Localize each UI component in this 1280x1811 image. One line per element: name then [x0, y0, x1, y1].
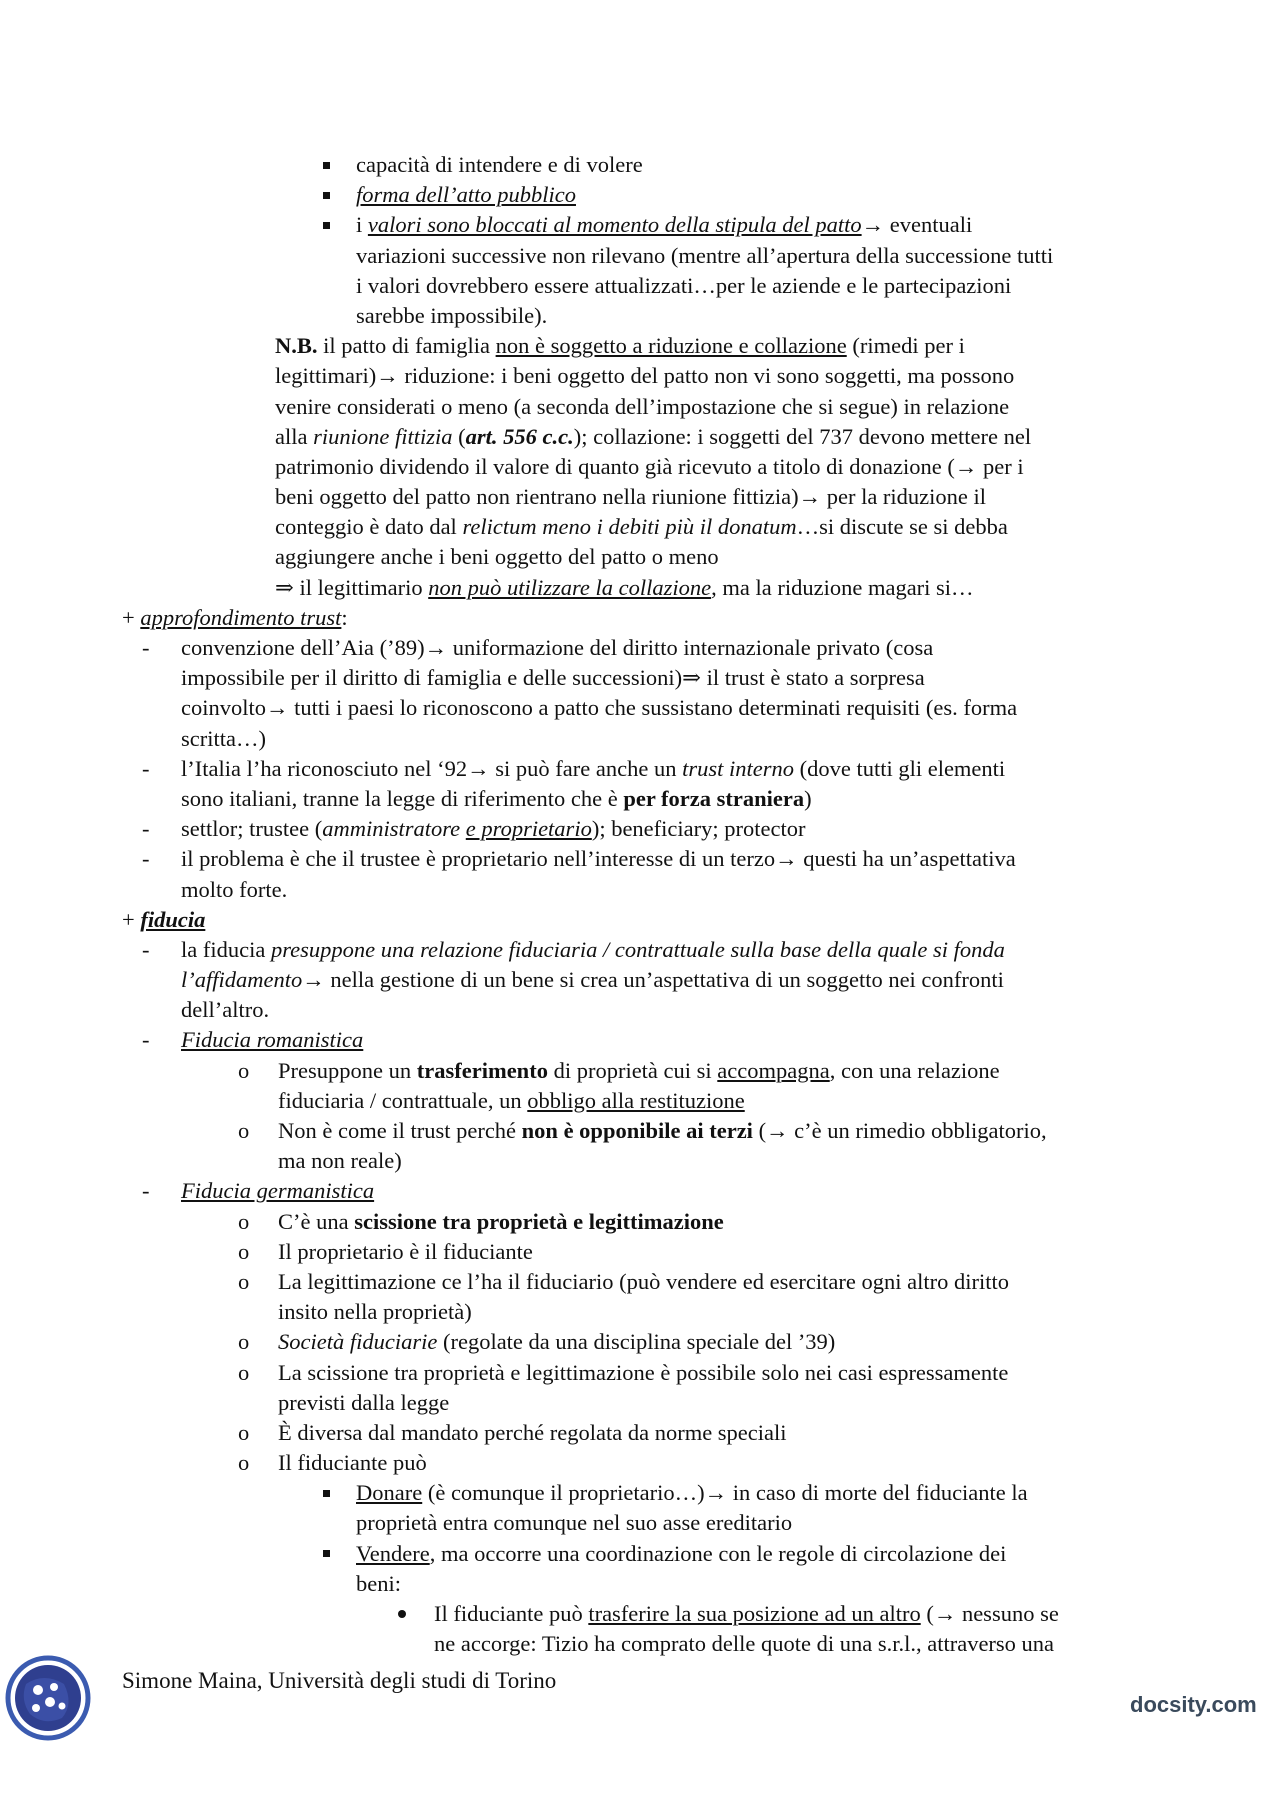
text-line	[0, 452, 1280, 482]
text-segment: )	[804, 785, 812, 811]
text-segment: dell’altro.	[181, 997, 270, 1023]
docsity-logo-icon[interactable]	[4, 1654, 92, 1742]
circle-bullet-icon: o	[238, 1057, 250, 1083]
line-text	[434, 1629, 1054, 1659]
circle-bullet-icon: o	[238, 1329, 250, 1355]
text-segment: e proprietario	[465, 816, 592, 842]
text-segment: Il fiduciante può	[278, 1450, 427, 1476]
text-segment: molto forte.	[181, 876, 288, 902]
line-text	[181, 935, 1005, 965]
text-segment: La legittimazione ce l’ha il fiduciario (può vendere ed esercitare ogni altro diritto	[278, 1268, 1009, 1294]
text-line	[0, 724, 1280, 754]
text-line	[0, 573, 1280, 603]
text-segment: , con una relazione	[829, 1057, 1000, 1083]
text-line	[0, 542, 1280, 572]
text-segment: La scissione tra proprietà e legittimazione è possibile solo nei casi espressamente	[278, 1359, 1009, 1385]
line-text	[278, 1207, 724, 1237]
line-text	[181, 844, 1016, 874]
text-segment: l’affidamento	[181, 967, 303, 993]
line-text	[356, 241, 1053, 271]
text-segment: il patto di famiglia	[317, 333, 496, 359]
line-text	[275, 542, 719, 572]
text-line	[0, 663, 1280, 693]
text-segment: accompagna	[717, 1057, 830, 1083]
text-segment: obbligo alla restituzione	[527, 1087, 745, 1113]
square-bullet-icon	[323, 1478, 330, 1508]
line-text	[278, 1267, 1009, 1297]
text-line	[0, 603, 1280, 633]
text-segment: aggiungere anche i beni oggetto del patto o meno	[275, 544, 719, 570]
text-line	[0, 512, 1280, 542]
circle-bullet-icon: o	[238, 1419, 250, 1445]
text-segment: ⇒ il legittimario	[275, 574, 429, 600]
text-segment: Fiducia romanistica	[181, 1027, 364, 1053]
text-segment: → eventuali	[861, 212, 973, 238]
text-segment: (dove tutti gli elementi	[793, 755, 1006, 781]
text-segment: impossibile per il diritto di famiglia e delle successioni)⇒ il trust è stato a sorpresa	[181, 665, 925, 691]
text-segment: È diversa dal mandato perché regolata da norme speciali	[278, 1419, 787, 1445]
text-line	[0, 814, 1280, 844]
docsity-brand-link[interactable]: docsity.com	[1130, 1692, 1257, 1717]
text-segment: relictum meno i debiti più il donatum	[462, 514, 797, 540]
line-text	[356, 1569, 401, 1599]
text-segment: per forza straniera	[623, 785, 805, 811]
line-text	[278, 1237, 533, 1267]
circle-bullet-icon: o	[238, 1118, 250, 1143]
text-line	[0, 1176, 1280, 1206]
footer-author: Simone Maina, Università degli studi di Torino	[122, 1668, 557, 1693]
line-text	[278, 1086, 745, 1116]
text-segment: amministratore	[322, 816, 466, 842]
text-line	[0, 1508, 1280, 1538]
text-segment: (regolate da una disciplina speciale del ’39)	[437, 1329, 836, 1355]
text-line	[0, 1116, 1280, 1146]
text-segment: (→ nessuno se	[920, 1601, 1059, 1626]
text-segment: trasferire la sua posizione ad un altro	[588, 1601, 921, 1626]
circle-bullet-icon: o	[238, 1450, 250, 1476]
line-text	[122, 905, 205, 935]
text-segment: +	[122, 906, 141, 932]
text-segment: N.B.	[275, 333, 318, 359]
line-text	[278, 1358, 1008, 1388]
line-text	[181, 814, 805, 844]
text-segment: settlor; trustee (	[181, 816, 323, 842]
circle-bullet-icon: o	[238, 1208, 250, 1234]
line-text	[278, 1418, 787, 1448]
text-segment: il problema è che il trustee è proprietario nell’interesse di un terzo→ questi ha un’aspettativa	[181, 846, 1016, 872]
text-segment: approfondimento trust	[140, 604, 342, 630]
text-segment: non è opponibile ai terzi	[521, 1118, 753, 1143]
text-segment: non è soggetto a riduzione e collazione	[495, 333, 847, 359]
text-segment: Non è come il trust perché	[278, 1118, 522, 1143]
line-text	[275, 422, 1031, 452]
text-line	[0, 1056, 1280, 1086]
text-segment: ); beneficiary; protector	[591, 816, 806, 842]
circle-bullet-icon: o	[238, 1268, 250, 1294]
line-text	[278, 1327, 835, 1357]
text-segment: legittimari)→ riduzione: i beni oggetto del patto non vi sono soggetti, ma possono	[275, 363, 1015, 389]
line-text	[278, 1297, 472, 1327]
square-bullet-icon	[323, 210, 330, 240]
text-line	[0, 875, 1280, 905]
line-text	[278, 1448, 427, 1478]
text-segment: , ma la riduzione magari si…	[711, 574, 974, 600]
line-text	[275, 512, 1008, 542]
text-segment: , ma occorre una coordinazione con le regole di circolazione dei	[429, 1540, 1007, 1566]
text-segment: coinvolto→ tutti i paesi lo riconoscono a patto che sussistano determinati requisiti (es. forma	[181, 695, 1018, 721]
text-segment: fiducia	[140, 906, 206, 932]
text-segment: → nella gestione di un bene si crea un’aspettativa di un soggetto nei confronti	[302, 967, 1004, 993]
text-segment: la fiducia	[181, 936, 271, 962]
dash-bullet-icon: -	[142, 846, 150, 872]
text-line	[0, 241, 1280, 271]
text-line	[0, 331, 1280, 361]
text-segment: Donare	[356, 1480, 423, 1506]
text-segment: di proprietà cui si	[547, 1057, 718, 1083]
text-line	[0, 995, 1280, 1025]
text-line	[0, 422, 1280, 452]
text-line	[0, 392, 1280, 422]
line-text	[275, 331, 965, 361]
text-line	[0, 844, 1280, 874]
text-line	[0, 633, 1280, 663]
text-segment: valori sono bloccati al momento della stipula del patto	[367, 212, 862, 238]
text-segment: Società fiduciarie	[278, 1329, 438, 1355]
text-line	[0, 1297, 1280, 1327]
text-segment: i	[356, 212, 368, 238]
line-text	[275, 361, 1014, 391]
text-segment: insito nella proprietà)	[278, 1299, 472, 1325]
text-segment: ma non reale)	[278, 1148, 402, 1174]
text-segment: …si discute se si debba	[796, 514, 1008, 540]
dash-bullet-icon: -	[142, 936, 150, 962]
text-line	[0, 301, 1280, 331]
line-text	[181, 965, 1004, 995]
text-line	[0, 1599, 1280, 1629]
circle-bullet-icon: o	[238, 1238, 250, 1264]
text-segment: conteggio è dato dal	[275, 514, 463, 540]
text-line	[0, 1025, 1280, 1055]
text-segment: C’è una	[278, 1208, 355, 1234]
text-segment: (	[452, 423, 466, 449]
text-segment: scritta…)	[181, 725, 266, 751]
dash-bullet-icon: -	[142, 635, 150, 660]
text-line	[0, 1388, 1280, 1418]
line-text	[434, 1599, 1059, 1629]
text-line	[0, 1267, 1280, 1297]
text-segment: non può utilizzare la collazione	[428, 574, 712, 600]
text-line	[0, 1358, 1280, 1388]
line-text	[181, 995, 269, 1025]
text-segment: i valori dovrebbero essere attualizzati…per le aziende e le partecipazioni	[356, 272, 1012, 298]
text-line	[0, 1539, 1280, 1569]
text-segment: sarebbe impossibile).	[356, 302, 548, 328]
text-segment: proprietà entra comunque nel suo asse ereditario	[356, 1510, 793, 1536]
dash-bullet-icon: -	[142, 816, 150, 842]
text-segment: sono italiani, tranne la legge di riferimento che è	[181, 785, 624, 811]
text-line	[0, 905, 1280, 935]
text-segment: (è comunque il proprietario…)→ in caso di morte del fiduciante la	[422, 1480, 1028, 1506]
text-segment: ne accorge: Tizio ha comprato delle quote di una s.r.l., attraverso una	[434, 1631, 1055, 1657]
text-line	[0, 1569, 1280, 1599]
text-segment: trasferimento	[416, 1057, 548, 1083]
text-segment: forma dell’atto pubblico	[356, 182, 576, 208]
text-line	[0, 361, 1280, 391]
text-line	[0, 935, 1280, 965]
text-segment: variazioni successive non rilevano (mentre all’apertura della successione tutti	[356, 242, 1054, 268]
text-segment: (rimedi per i	[846, 333, 965, 359]
line-text	[356, 1539, 1006, 1569]
text-segment: Fiducia germanistica	[181, 1178, 375, 1204]
text-line	[0, 210, 1280, 240]
line-text	[356, 150, 643, 180]
line-text	[356, 271, 1011, 301]
text-segment: previsti dalla legge	[278, 1389, 450, 1415]
line-text	[356, 210, 972, 240]
text-line	[0, 1478, 1280, 1508]
square-bullet-icon	[323, 1539, 330, 1569]
text-line	[0, 180, 1280, 210]
line-text	[181, 1025, 363, 1055]
line-text	[181, 1176, 374, 1206]
text-line	[0, 1086, 1280, 1116]
text-segment: +	[122, 604, 141, 630]
line-text	[278, 1388, 449, 1418]
text-segment: trust interno	[682, 755, 794, 781]
line-text	[181, 724, 266, 754]
text-line	[0, 784, 1280, 814]
line-text	[356, 1478, 1028, 1508]
text-line	[0, 693, 1280, 723]
text-segment: Vendere	[356, 1540, 430, 1566]
line-text	[122, 603, 348, 633]
line-text	[356, 301, 547, 331]
dash-bullet-icon: -	[142, 1178, 150, 1204]
text-segment: beni oggetto del patto non rientrano nella riunione fittizia)→ per la riduzione il	[275, 484, 987, 510]
line-text	[275, 482, 986, 512]
text-line	[0, 1448, 1280, 1478]
dash-bullet-icon: -	[142, 1027, 150, 1053]
text-line	[0, 1327, 1280, 1357]
line-text	[181, 633, 933, 663]
text-line	[0, 1207, 1280, 1237]
text-line	[0, 271, 1280, 301]
text-segment: (→ c’è un rimedio obbligatorio,	[752, 1118, 1047, 1143]
text-segment: alla	[275, 423, 314, 449]
text-segment: riunione fittizia	[313, 423, 453, 449]
text-line	[0, 150, 1280, 180]
text-line	[0, 965, 1280, 995]
line-text	[356, 180, 576, 210]
document-body	[0, 150, 1280, 1659]
line-text	[278, 1146, 402, 1176]
text-segment: l’Italia l’ha riconosciuto nel ‘92→ si può fare anche un	[181, 755, 683, 781]
text-segment: patrimonio dividendo il valore di quanto già ricevuto a titolo di donazione (→ per i	[275, 453, 1024, 479]
text-segment: convenzione dell’Aia (’89)→ uniformazione del diritto internazionale privato (cosa	[181, 635, 934, 660]
line-text	[181, 754, 1005, 784]
line-text	[181, 663, 925, 693]
text-line	[0, 1629, 1280, 1659]
dash-bullet-icon: -	[142, 755, 150, 781]
text-line	[0, 1146, 1280, 1176]
text-segment: scissione tra proprietà e legittimazione	[354, 1208, 724, 1234]
square-bullet-icon	[323, 150, 330, 180]
line-text	[275, 452, 1024, 482]
text-line	[0, 1418, 1280, 1448]
text-segment: presuppone una relazione fiduciaria / contrattuale sulla base della quale si fonda	[270, 936, 1005, 962]
circle-bullet-icon: o	[238, 1359, 250, 1385]
text-segment: venire considerati o meno (a seconda dell’impostazione che si segue) in relazione	[275, 393, 1010, 419]
text-line	[0, 482, 1280, 512]
line-text	[278, 1116, 1047, 1146]
line-text	[278, 1056, 1000, 1086]
text-line	[0, 1237, 1280, 1267]
text-segment: fiduciaria / contrattuale, un	[278, 1087, 528, 1113]
text-line	[0, 754, 1280, 784]
line-text	[356, 1508, 792, 1538]
text-segment: beni:	[356, 1570, 401, 1596]
line-text	[181, 784, 812, 814]
text-segment: capacità di intendere e di volere	[356, 152, 643, 177]
text-segment: art. 556 c.c.	[465, 423, 574, 449]
text-segment: ); collazione: i soggetti del 737 devono mettere nel	[573, 423, 1032, 449]
round-bullet-icon	[398, 1599, 406, 1629]
text-segment: Il proprietario è il fiduciante	[278, 1238, 533, 1264]
line-text	[275, 573, 974, 603]
text-segment: :	[341, 604, 348, 630]
text-segment: Presuppone un	[278, 1057, 417, 1083]
line-text	[181, 693, 1017, 723]
line-text	[275, 392, 1009, 422]
line-text	[181, 875, 287, 905]
square-bullet-icon	[323, 180, 330, 210]
text-segment: Il fiduciante può	[434, 1601, 589, 1626]
